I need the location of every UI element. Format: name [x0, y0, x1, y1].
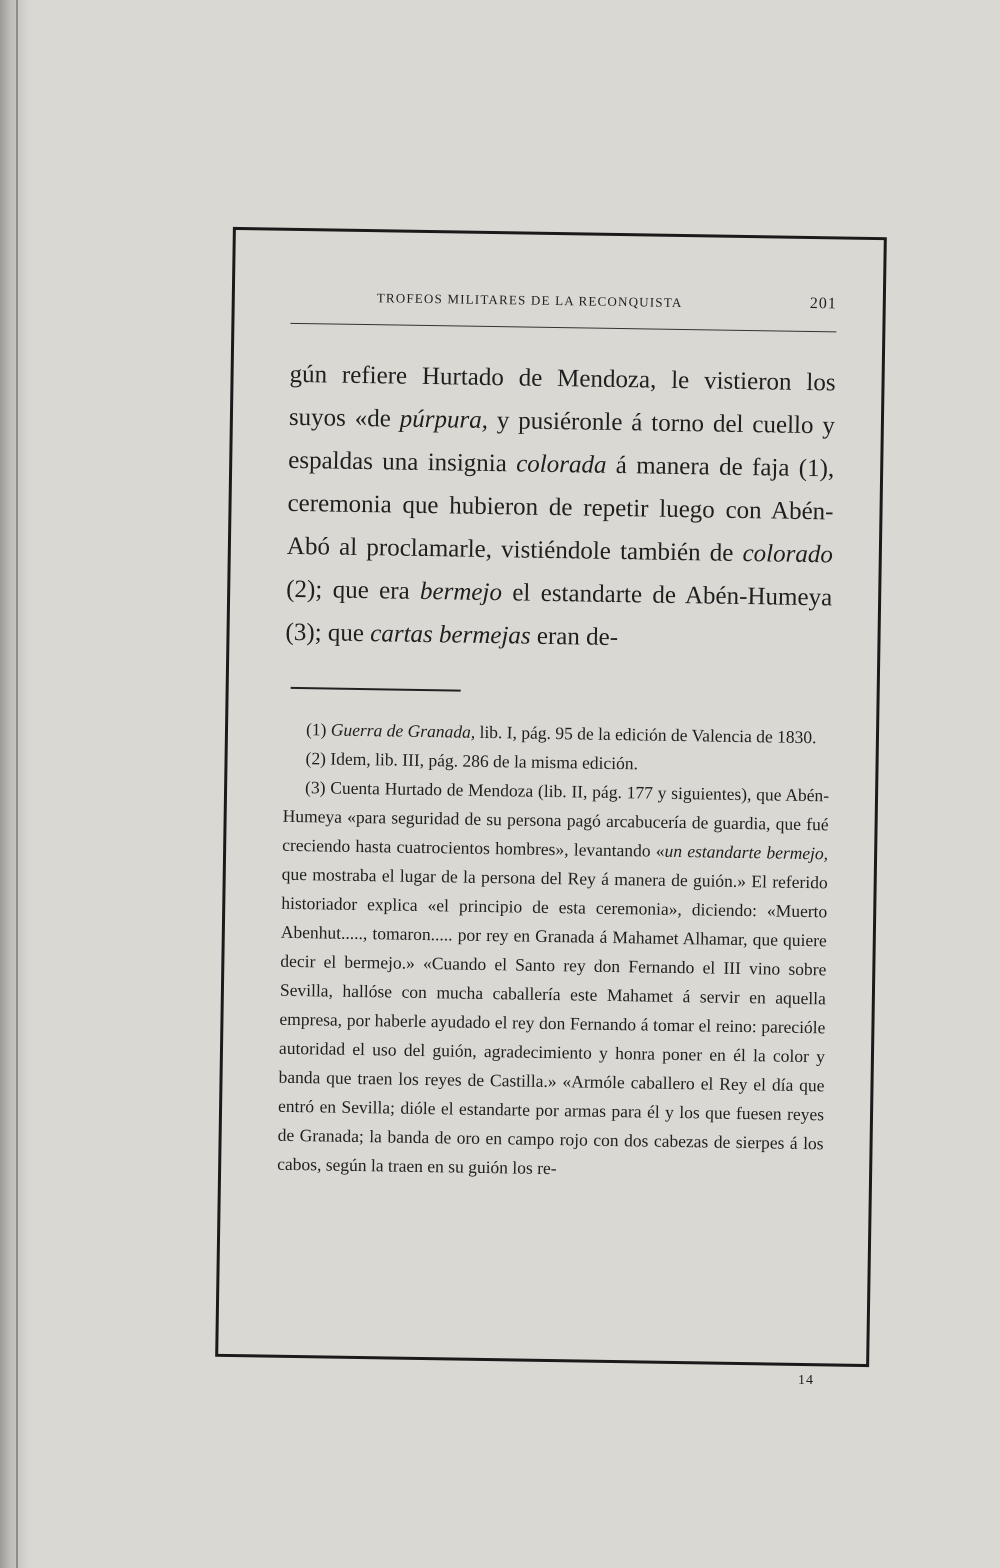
footnote-italic-segment: Guerra de Granada,	[330, 719, 476, 742]
running-title: TROFEOS MILITARES DE LA RECONQUISTA	[376, 290, 683, 311]
body-italic-segment: colorado	[742, 539, 834, 569]
body-segment: el estandarte de Abén-Humeya (3); que	[285, 579, 833, 648]
body-segment: gún refiere Hurtado de Mendoza, le vistieron los suyos «de	[288, 360, 836, 433]
footnotes	[277, 715, 830, 1188]
footnote-3	[277, 773, 829, 1188]
body-segment: á manera de faja (1), ceremonia que hubieron de repetir luego con Abén-Abó al proclamarle, vistiéndole también de	[286, 451, 835, 567]
page-number: 201	[809, 295, 837, 313]
binding-shadow-line	[16, 0, 18, 1568]
running-head	[291, 289, 837, 313]
body-italic-segment: púrpura,	[399, 405, 489, 434]
footnote-segment: que mostraba el lugar de la persona del Rey á manera de guión.» El referido historiador explica «el principio de esta ceremonia», diciendo: «Muerto Abenhut....., tomaron..... por rey en Granada á Mahamet Alhamar, que quiere decir el bermejo.» «Cuando el Santo rey don Fernando el III vino sobre Sevilla, hallóse con mucha caballería este Mahamet á servir en aquella empresa, por haberle ayudado el rey don Fernando á tomar el reino: parecióle autoridad el uso del guión, agradecimiento y honra poner en él la color y banda que traen los reyes de Castilla.» «Armóle caballero el Rey el día que entró en Sevilla; dióle el estandarte por armas para él y los que fuesen reyes de Granada; la banda de oro en campo rojo con dos cabezas de sierpes á los cabos, según la traen en su guión los re-	[277, 863, 828, 1179]
page-frame	[215, 227, 887, 1367]
body-paragraph	[285, 353, 836, 663]
footnote-segment: (1)	[305, 719, 331, 740]
body-segment: eran de-	[530, 622, 619, 652]
body-segment: y pusiéronle á torno del cuello y espaldas una insignia	[288, 406, 836, 478]
text-block	[277, 231, 838, 1179]
footnote-italic-segment: un estandarte bermejo,	[664, 840, 829, 864]
signature-mark: 14	[798, 1373, 814, 1388]
header-rule	[290, 323, 836, 333]
body-italic-segment: bermejo	[419, 577, 503, 607]
footnote-separator	[291, 687, 461, 692]
body-italic-segment: cartas bermejas	[370, 620, 531, 650]
body-segment: (2); que era	[286, 575, 421, 605]
footnote-segment: lib. I, pág. 95 de la edición de Valencia de 1830.	[475, 721, 817, 748]
body-italic-segment: colorada	[515, 450, 607, 479]
main-text	[285, 353, 836, 663]
footnote-segment: (2) Idem, lib. III, pág. 286 de la misma edición.	[305, 748, 639, 774]
footnote-segment: (3) Cuenta Hurtado de Mendoza (lib. II, pág. 177 y siguientes), que Abén-Humeya «para seguridad de su persona pagó arcabucería de guardia, que fué creciendo hasta cuatrocientos hombres», levantando «	[282, 777, 830, 861]
binding-gutter	[0, 0, 30, 1568]
